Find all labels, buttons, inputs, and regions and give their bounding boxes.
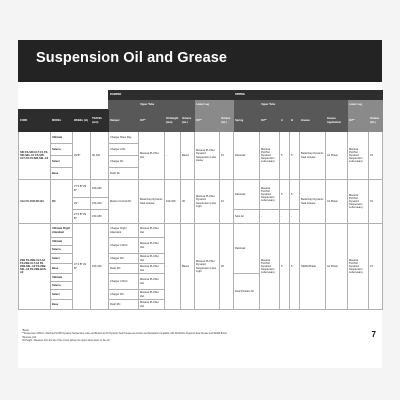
grease-cell: ButterCup Dynamic Seal Grease (300, 132, 326, 180)
lower-oil-cell: Maxima PLUSH Dynamic Suspension Lube Light (195, 224, 220, 310)
col-wheel: WHEEL (in) (73, 110, 91, 132)
col-volume-a: A (280, 110, 290, 132)
damper-oil-cell: Maxima PLUSH 3wt (139, 224, 165, 238)
model-cell: Base (51, 264, 73, 274)
suspension-oil-table (18, 90, 383, 310)
spring-upper-tube-header: Upper Tube (260, 100, 300, 110)
grease-application-cell: Air Piston (326, 224, 348, 310)
volume-b-cell: 5 (290, 224, 300, 310)
spring-lower-oil-cell: Maxima PLUSH Dynamic Suspension Lube Heavy (348, 224, 369, 310)
fork-name: ZEB FS-ZEB-ULT-A2 FS-ZEB-ULT-A3 FS-ZEB-SEL-A2 FS-ZEB-SEL-A3 FS-ZEB-BAS-A2 (19, 224, 51, 310)
table-row (19, 180, 383, 198)
footnotes (22, 330, 352, 343)
lower-oil-cell: Maxima PLUSH Dynamic Suspension Lube Heavy (195, 132, 220, 180)
damper-volume-cell: Bleed (181, 132, 195, 180)
volume-b-cell: 5 (290, 180, 300, 210)
model-cell: Base (51, 168, 73, 180)
travel-cell: 150-190 (91, 224, 109, 310)
travel-cell: 150-160 (91, 198, 109, 210)
model-cell: Select+ (51, 282, 73, 290)
damper-cell: Charger 3 RC2 (109, 238, 139, 254)
travel-cell: 90-120 (91, 132, 109, 180)
spring-lower-volume-cell: 15 (369, 224, 383, 310)
spring-group-header: SPRING (234, 91, 383, 100)
oil-height-cell: - (165, 132, 181, 180)
wheel-cell: 27.5 B* 29 B* (73, 180, 91, 198)
grease-application-cell: Air Piston (326, 180, 348, 224)
damper-oil-cell: ButterCup Dynamic Seal Grease (139, 180, 165, 224)
lower-volume-cell: 10 (220, 180, 234, 224)
damper-cell: Rush RC (109, 264, 139, 274)
damper-oil-cell: Maxima PLUSH 3wt (139, 132, 165, 180)
damper-oil-cell: Maxima PLUSH 3wt (139, 274, 165, 290)
col-spring: Spring (234, 110, 260, 132)
model-cell: Select+ (51, 246, 73, 254)
col-volume-b: B (290, 110, 300, 132)
damper-oil-cell: Maxima PLUSH 3wt (139, 300, 165, 310)
volume-a-cell: 5 (280, 180, 290, 210)
spring-type-cell: Debonair (234, 180, 260, 210)
col-grease-application: Grease Application (326, 110, 348, 132)
page-sheet (18, 40, 382, 368)
footnote: Oil Height - Measure from the top of the crown (above the upper tubes down to the oil). (22, 339, 111, 342)
lower-volume-cell: 20 (220, 224, 234, 310)
damper-cell: Charger Race Day (109, 132, 139, 144)
spring-oil-cell: Maxima PLUSH Dynamic Suspension Lube Heavy (260, 224, 280, 310)
wheel-cell: 27.5 B* 29 B* (73, 210, 91, 224)
volume-a-cell: - (280, 210, 290, 224)
damper-cell: Charger 2 RL (109, 144, 139, 156)
spring-type-cell: Debonair (234, 224, 260, 274)
model-cell: Base (51, 300, 73, 310)
spring-grease-blank-header (300, 100, 348, 110)
footnote: *Remove Coil (22, 336, 37, 339)
damper-lower-leg-header: Lower Leg (195, 100, 234, 110)
grease-cell: ButterCup Dynamic Seal Grease (300, 180, 326, 224)
col-spring-lower-oil: Oil** (348, 110, 369, 132)
damper-cell: Rush RL (109, 168, 139, 180)
spring-lower-volume-cell: 15 (369, 132, 383, 180)
spring-lower-leg-header: Lower Leg (348, 100, 383, 110)
spring-lower-oil-cell: Maxima PLUSH Dynamic Suspension Lube Heavy (348, 180, 369, 224)
damper-oil-cell: Maxima PLUSH 3wt (139, 238, 165, 254)
fork-name: SID FS-SID-ULT-C1 FS-SID-SEL-C1 FS-SID-ULT-C2 FS-SID-SEL-C2 (19, 132, 51, 180)
volume-b-cell: 5 (290, 132, 300, 180)
model-cell: RC (51, 180, 73, 224)
col-spring-oil: Oil** (260, 110, 280, 132)
footnote: *Boost (22, 330, 29, 332)
spring-type-cell: Debonair (234, 132, 260, 180)
model-cell: Select (51, 254, 73, 264)
damper-group-header: DAMPER (109, 91, 234, 100)
col-model: MODEL (51, 110, 73, 132)
travel-cell: 150-180 (91, 210, 109, 224)
col-lower-volume: Volume (mL) (220, 110, 234, 132)
damper-cell: Charger RC (109, 254, 139, 264)
footnote: **Suspension oil/fluid - Maxima PLUSH Dynamic Suspension Lube and ButterCup Air Dynamic Seal Grease are known and backward compatible with RockShox Dynamic Seal Grease and SRAM Butter. (22, 333, 228, 336)
grease-application-cell: Air Piston (326, 132, 348, 180)
page-title: Suspension Oil and Grease (36, 50, 228, 66)
fork-name: Yari FS-YAR-RC-B3 (19, 180, 51, 224)
spring-type-cell: Solo Air (234, 210, 260, 224)
damper-volume-cell: Bleed (181, 224, 195, 310)
spring-type-cell: Dual Position Air (234, 274, 260, 310)
title-banner (18, 40, 382, 82)
damper-oil-cell: Maxima PLUSH 3wt (139, 290, 165, 300)
table-row (19, 132, 383, 144)
damper-cell: Charger RC (109, 290, 139, 300)
col-damper-oil: Oil** (139, 110, 165, 132)
volume-b-cell: - (290, 210, 300, 224)
damper-cell: Charger RL (109, 156, 139, 168)
wheel-cell: 27.5 B* 29 B* (73, 224, 91, 310)
lower-oil-cell: Maxima PLUSH Dynamic Suspension Lube Light (195, 180, 220, 224)
damper-oil-cell: Maxima PLUSH 3wt (139, 254, 165, 264)
damper-cell: Charger 3 RC2 (109, 274, 139, 290)
damper-volume-cell: 30 (181, 180, 195, 224)
wheel-cell: 29 * (73, 198, 91, 210)
spring-lower-volume-cell: 15 (369, 180, 383, 224)
col-fork: FORK (19, 110, 51, 132)
col-grease: Grease (300, 110, 326, 132)
oil-height-cell: 100-105 (165, 180, 181, 224)
spring-oil-cell: Maxima PLUSH Dynamic Suspension Lube Heavy (260, 180, 280, 210)
header-spacer (19, 100, 109, 110)
damper-upper-tube-header: Upper Tube (139, 100, 195, 110)
col-oil-height: Oil Height (mm) (165, 110, 181, 132)
lower-volume-cell: 10 (220, 132, 234, 180)
volume-a-cell: 5 (280, 224, 290, 310)
damper-oil-cell: Maxima PLUSH 3wt (139, 264, 165, 274)
spring-blank-header (234, 100, 260, 110)
model-cell: Ultimate (51, 274, 73, 282)
col-travel: TRAVEL (mm) (91, 110, 109, 132)
col-spring-lower-volume: Volume (mL) (369, 110, 383, 132)
col-lower-oil: Oil** (195, 110, 220, 132)
spring-oil-cell: Maxima PLUSH Dynamic Suspension Lube Heavy (260, 132, 280, 180)
header-spacer (19, 91, 109, 100)
model-cell: Select (51, 156, 73, 168)
model-cell: Ultimate (51, 238, 73, 246)
page-number: 7 (371, 330, 376, 339)
wheel-cell: 29 B* (73, 132, 91, 180)
grease-cell: SRAM Butter (300, 224, 326, 310)
model-cell: Select (51, 290, 73, 300)
spring-lower-oil-cell: Maxima PLUSH Dynamic Suspension Lube Heavy (348, 132, 369, 180)
damper-cell: Rush RC (109, 300, 139, 310)
model-cell: Select+ (51, 144, 73, 156)
damper-blank-header (109, 100, 139, 110)
volume-a-cell: 5 (280, 132, 290, 180)
oil-height-cell: - (165, 224, 181, 310)
damper-cell: Motion Control RC (109, 180, 139, 224)
damper-cell: Charger Flight Attendant (109, 224, 139, 238)
model-cell: Ultimate Flight Attendant (51, 224, 73, 238)
col-damper: Damper (109, 110, 139, 132)
table-row (19, 224, 383, 238)
travel-cell: 150-180 (91, 180, 109, 198)
model-cell: Ultimate (51, 132, 73, 144)
col-damper-volume: Volume (mL) (181, 110, 195, 132)
spring-oil-cell: - (260, 210, 280, 224)
